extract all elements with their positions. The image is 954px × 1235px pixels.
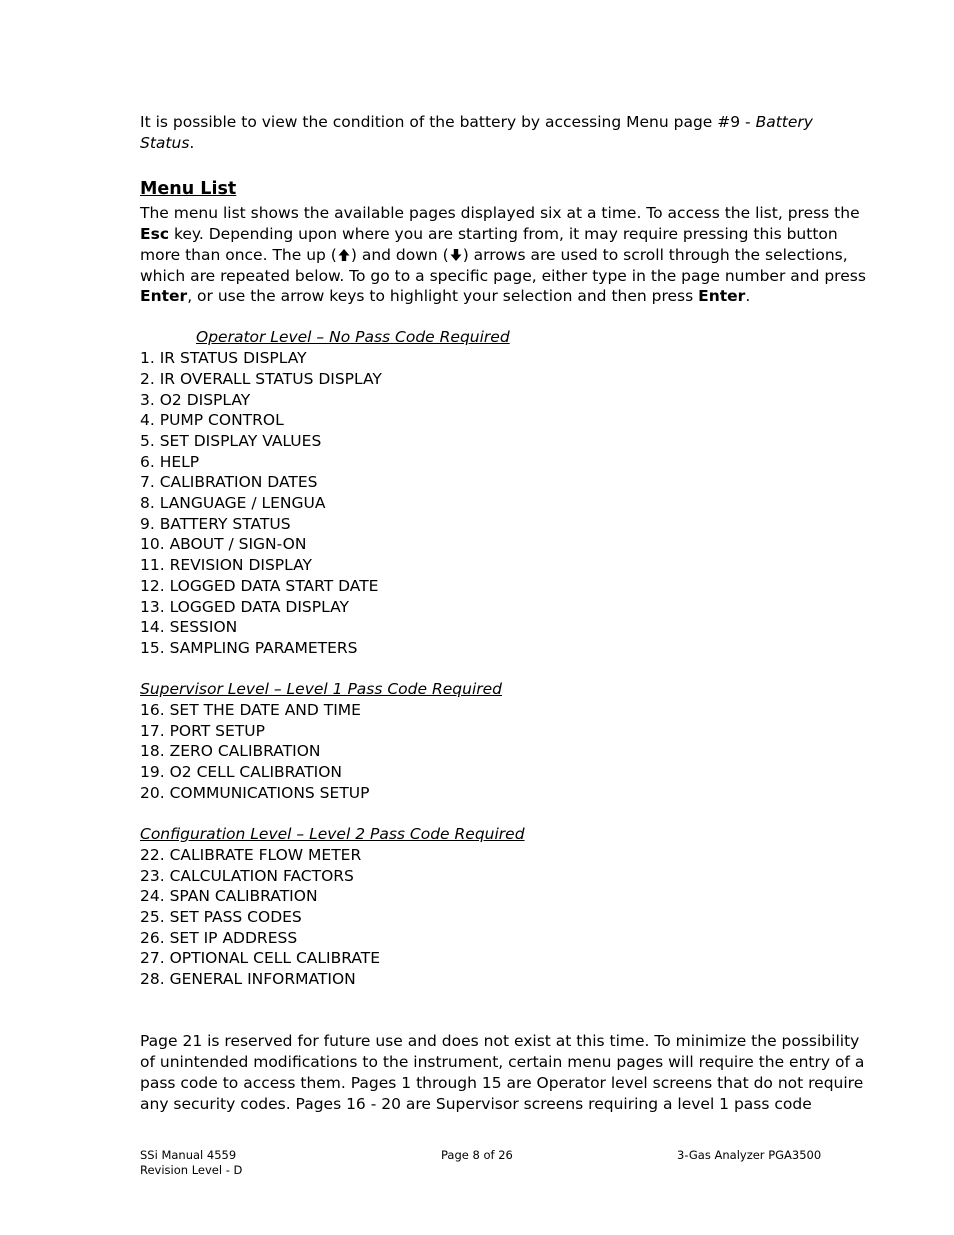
list-item: 8. LANGUAGE / LENGUA xyxy=(140,494,326,513)
battery-paragraph xyxy=(140,112,870,153)
operator-level-title: Operator Level – No Pass Code Required xyxy=(196,328,510,347)
list-item: 18. ZERO CALIBRATION xyxy=(140,742,321,761)
closing-paragraph: Page 21 is reserved for future use and does not exist at this time. To minimize the possibility of unintended modifications to the instrument, certain menu pages will require the entry of a pass code to access them. Pages 1 through 15 are Operator level screens that do not require any security codes. Pages 16 - 20 are Supervisor screens requiring a level 1 pass code xyxy=(140,1032,865,1113)
footer-product: 3-Gas Analyzer PGA3500 xyxy=(677,1148,822,1162)
arrow-up-icon xyxy=(337,248,351,262)
footer-page-number: Page 8 of 26 xyxy=(441,1148,513,1162)
footer-left xyxy=(140,1148,242,1178)
list-item: 14. SESSION xyxy=(140,618,238,637)
list-item: 7. CALIBRATION DATES xyxy=(140,473,318,492)
list-item: 26. SET IP ADDRESS xyxy=(140,928,298,947)
menu-list-intro xyxy=(140,203,870,307)
list-item: 24. SPAN CALIBRATION xyxy=(140,887,318,906)
operator-menu-list xyxy=(140,348,870,659)
list-item: 1. IR STATUS DISPLAY xyxy=(140,349,307,368)
intro-text-1: The menu list shows the available pages displayed six at a time. To access the list, press the xyxy=(140,204,860,223)
list-item: 9. BATTERY STATUS xyxy=(140,514,291,533)
configuration-level-title: Configuration Level – Level 2 Pass Code Required xyxy=(140,825,525,844)
list-item: 10. ABOUT / SIGN-ON xyxy=(140,535,307,554)
battery-end: . xyxy=(189,133,195,152)
supervisor-menu-list xyxy=(140,700,870,804)
list-item: 27. OPTIONAL CELL CALIBRATE xyxy=(140,949,381,968)
intro-text-3: ) and down ( xyxy=(350,245,449,264)
enter-key-label: Enter xyxy=(140,287,188,306)
list-item: 5. SET DISPLAY VALUES xyxy=(140,431,322,450)
intro-text-2: key. Depending upon where you are starting from, it may require pressing this button more than once. The up ( xyxy=(140,225,838,264)
configuration-menu-list xyxy=(140,845,870,990)
arrow-down-icon xyxy=(449,248,463,262)
list-item: 6. HELP xyxy=(140,452,200,471)
list-item: 15. SAMPLING PARAMETERS xyxy=(140,638,358,657)
list-item: 23. CALCULATION FACTORS xyxy=(140,866,354,885)
list-item: 11. REVISION DISPLAY xyxy=(140,556,312,575)
supervisor-level-title: Supervisor Level – Level 1 Pass Code Required xyxy=(140,680,502,699)
menu-list-heading: Menu List xyxy=(140,179,237,200)
document-page xyxy=(140,112,870,1114)
list-item: 20. COMMUNICATIONS SETUP xyxy=(140,783,370,802)
footer-revision: Revision Level - D xyxy=(140,1163,243,1177)
list-item: 13. LOGGED DATA DISPLAY xyxy=(140,597,349,616)
esc-key-label: Esc xyxy=(140,225,170,244)
battery-text: It is possible to view the condition of the battery by accessing Menu page #9 - xyxy=(140,113,756,131)
list-item: 19. O2 CELL CALIBRATION xyxy=(140,763,343,782)
intro-text-4: ) arrows are used to scroll through the selections, which are repeated below. To go to a specific page, either type in the page number and press xyxy=(140,245,866,285)
enter-key-label: Enter xyxy=(698,287,746,306)
list-item: 28. GENERAL INFORMATION xyxy=(140,970,356,989)
battery-status-term: Battery Status xyxy=(140,113,813,152)
list-item: 16. SET THE DATE AND TIME xyxy=(140,701,361,720)
intro-text-6: . xyxy=(745,287,751,306)
list-item: 22. CALIBRATE FLOW METER xyxy=(140,845,362,864)
intro-text-5: , or use the arrow keys to highlight your selection and then press xyxy=(187,287,699,306)
list-item: 3. O2 DISPLAY xyxy=(140,390,251,409)
footer-manual: SSi Manual 4559 xyxy=(140,1148,237,1162)
list-item: 17. PORT SETUP xyxy=(140,721,265,740)
list-item: 25. SET PASS CODES xyxy=(140,908,302,927)
list-item: 4. PUMP CONTROL xyxy=(140,411,284,430)
list-item: 12. LOGGED DATA START DATE xyxy=(140,576,379,595)
list-item: 2. IR OVERALL STATUS DISPLAY xyxy=(140,369,382,388)
